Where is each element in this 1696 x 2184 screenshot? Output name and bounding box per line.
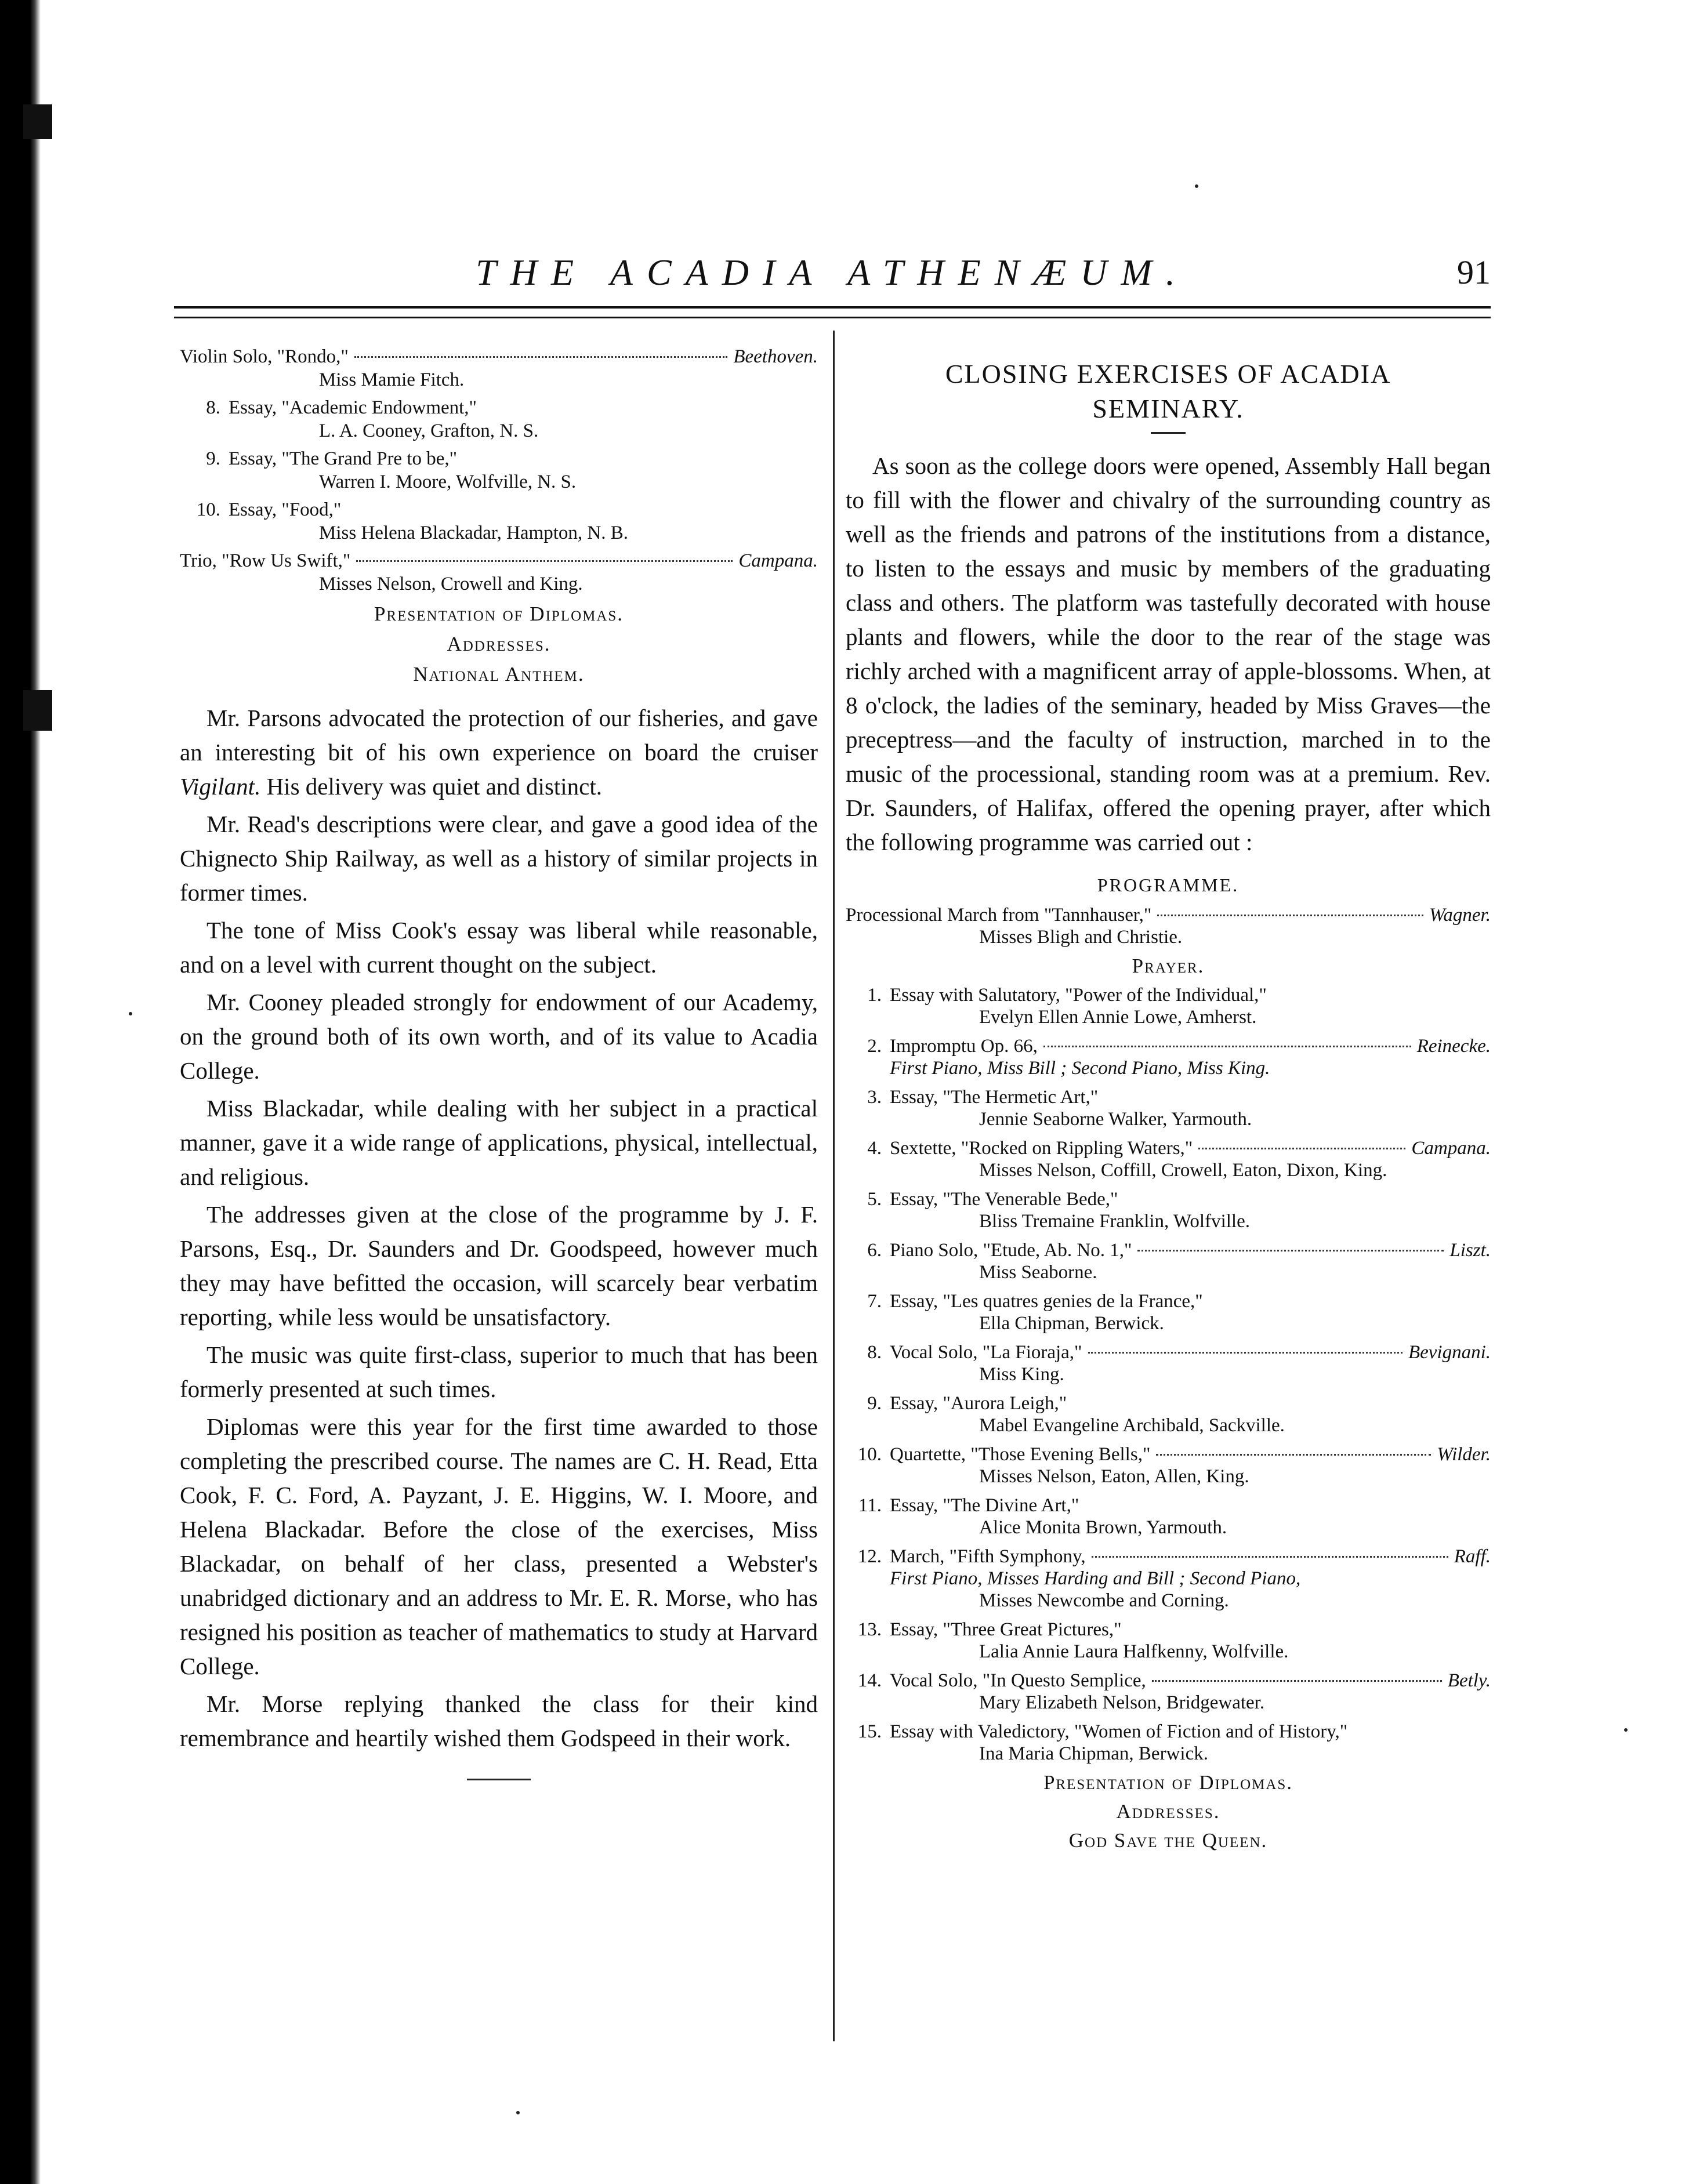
- right-column: [846, 345, 1491, 1859]
- programme-performer: Ella Chipman, Berwick.: [979, 1313, 1164, 1334]
- programme-item: [180, 345, 818, 391]
- programme-performer: Mabel Evangeline Archibald, Sackville.: [979, 1415, 1285, 1436]
- programme-performer: Miss King.: [979, 1364, 1064, 1385]
- programme-number: 10.: [196, 499, 220, 520]
- programme-closing-line: Presentation of Diplomas.: [374, 603, 624, 625]
- left-programme: [180, 345, 818, 596]
- programme-title: Essay with Salutatory, "Power of the Individual,": [890, 985, 1267, 1006]
- right-programme: [846, 904, 1491, 1852]
- programme-line: [846, 1188, 1491, 1210]
- binding-edge: [0, 0, 41, 2184]
- title-rule: [1151, 432, 1186, 434]
- programme-composer: Reinecke.: [1416, 1036, 1491, 1057]
- programme-composer: Campana.: [1411, 1138, 1491, 1159]
- programme-item: [180, 396, 818, 442]
- running-header: [174, 244, 1491, 302]
- programme-closing-line: Addresses.: [447, 633, 551, 655]
- programme-performer: Misses Bligh and Christie.: [979, 927, 1183, 948]
- programme-number: 9.: [867, 1393, 882, 1414]
- programme-item: [846, 1086, 1491, 1130]
- programme-line: [846, 1721, 1491, 1743]
- programme-item: [846, 1290, 1491, 1334]
- programme-title: Essay, "Academic Endowment,": [229, 397, 477, 418]
- paragraph-text: Mr. Morse replying thanked the class for their kind remembrance and heartily wished them Godspeed in their work.: [180, 1690, 818, 1751]
- paragraph-text: Mr. Cooney pleaded strongly for endowment of our Academy, on the ground both of its own worth, and of its value to Acadia College.: [180, 989, 818, 1084]
- programme-performer: Misses Nelson, Crowell and King.: [319, 574, 583, 594]
- programme-title: Essay, "Three Great Pictures,": [890, 1619, 1122, 1640]
- programme-number: 12.: [857, 1546, 882, 1567]
- programme-performer-italic: First Piano, Miss Bill ; Second Piano, Miss King.: [890, 1058, 1270, 1079]
- body-paragraph: [180, 985, 818, 1088]
- programme-item: [846, 1494, 1491, 1539]
- programme-line: [846, 1341, 1491, 1363]
- programme-composer: Wilder.: [1437, 1444, 1491, 1465]
- programme-heading: PROGRAMME.: [1097, 875, 1240, 895]
- programme-performer: Misses Nelson, Eaton, Allen, King.: [979, 1466, 1249, 1487]
- article-title: [846, 357, 1491, 426]
- programme-line: [180, 498, 818, 521]
- article-intro: As soon as the college doors were opened, Assembly Hall began to fill with the flower and chivalry of the surrounding country as well as the friends and patrons of the institutions from a distance, to listen to the essays and music by members of the graduating class and others. The platform was tastefully decorated with house plants and flowers, while the door to the rear of the stage was richly arched with a magnificent array of apple-blossoms. When, at 8 o'clock, the ladies of the seminary, headed by Miss Graves—the preceptress—and the faculty of instruction, marched in to the music of the processional, standing room was at a premium. Rev. Dr. Saunders, of Halifax, offered the opening prayer, after which the following programme was carried out :: [846, 452, 1491, 855]
- header-rule: [174, 317, 1491, 318]
- programme-number: 8.: [206, 397, 220, 418]
- programme-item: [846, 984, 1491, 1028]
- programme-title: Quartette, "Those Evening Bells,": [890, 1444, 1151, 1465]
- body-paragraph: [180, 913, 818, 982]
- programme-composer: Betly.: [1447, 1670, 1491, 1691]
- programme-number: 2.: [867, 1036, 882, 1057]
- programme-number: 1.: [867, 985, 882, 1006]
- body-paragraph: [180, 807, 818, 910]
- running-title: THE ACADIA ATHENÆUM.: [476, 252, 1189, 293]
- paragraph-text: Mr. Read's descriptions were clear, and gave a good idea of the Chignecto Ship Railway, as well as a history of similar projects in former times.: [180, 811, 818, 906]
- programme-composer: Bevignani.: [1408, 1342, 1491, 1363]
- programme-item: [846, 1239, 1491, 1283]
- programme-title: March, "Fifth Symphony,: [890, 1546, 1086, 1567]
- programme-item: [846, 1721, 1491, 1765]
- programme-composer: Wagner.: [1429, 905, 1491, 926]
- programme-performer: Misses Newcombe and Corning.: [979, 1590, 1229, 1611]
- programme-title: Vocal Solo, "La Fioraja,": [890, 1342, 1082, 1363]
- programme-number: 3.: [867, 1087, 882, 1108]
- programme-performer: Bliss Tremaine Franklin, Wolfville.: [979, 1211, 1250, 1232]
- paragraph-italic: Vigilant.: [180, 773, 261, 800]
- programme-performer: Lalia Annie Laura Halfkenny, Wolfville.: [979, 1641, 1289, 1662]
- programme-number: 6.: [867, 1240, 882, 1261]
- programme-title: Processional March from "Tannhauser,": [846, 905, 1152, 926]
- paper-speck: [1624, 1728, 1628, 1732]
- left-body-text: [180, 701, 818, 1755]
- programme-title: Essay, "Food,": [229, 499, 342, 520]
- programme-item: [846, 1619, 1491, 1663]
- end-rule: [467, 1779, 531, 1780]
- programme-performer: Miss Seaborne.: [979, 1262, 1097, 1283]
- binding-mark: [23, 104, 52, 139]
- programme-title: Impromptu Op. 66,: [890, 1036, 1038, 1057]
- programme-line: [846, 1670, 1491, 1692]
- programme-item: [846, 1341, 1491, 1385]
- programme-performer: Jennie Seaborne Walker, Yarmouth.: [979, 1109, 1252, 1130]
- dot-leader: [1092, 1556, 1448, 1558]
- programme-number: 11.: [858, 1495, 882, 1516]
- programme-performer: Mary Elizabeth Nelson, Bridgewater.: [979, 1692, 1265, 1713]
- programme-composer: Liszt.: [1449, 1240, 1491, 1261]
- programme-item: [846, 904, 1491, 948]
- dot-leader: [1156, 1454, 1431, 1456]
- programme-title: Essay, "Aurora Leigh,": [890, 1393, 1067, 1414]
- column-divider: [833, 331, 835, 2041]
- header-rule: [174, 306, 1491, 309]
- right-programme-closing: [846, 1772, 1491, 1852]
- programme-title: Essay, "The Grand Pre to be,": [229, 448, 458, 469]
- body-paragraph: [180, 701, 818, 804]
- programme-item: [846, 1035, 1491, 1079]
- paper-speck: [516, 2111, 520, 2114]
- body-paragraph: [180, 1198, 818, 1334]
- dot-leader: [356, 560, 733, 562]
- programme-closing-line: Presentation of Diplomas.: [1043, 1771, 1293, 1794]
- programme-number: 9.: [206, 448, 220, 469]
- programme-line: [846, 1137, 1491, 1159]
- dot-leader: [1152, 1680, 1442, 1682]
- programme-line: [846, 1086, 1491, 1108]
- programme-number: 14.: [857, 1670, 882, 1691]
- programme-line: [846, 984, 1491, 1006]
- programme-line: [846, 1494, 1491, 1517]
- programme-title: Essay, "The Venerable Bede,": [890, 1189, 1118, 1210]
- programme-title: Violin Solo, "Rondo,": [180, 346, 349, 367]
- dot-leader: [1137, 1250, 1444, 1251]
- programme-performer: Evelyn Ellen Annie Lowe, Amherst.: [979, 1007, 1257, 1028]
- programme-line: [846, 1239, 1491, 1261]
- programme-title: Vocal Solo, "In Questo Semplice,: [890, 1670, 1146, 1691]
- body-paragraph: [180, 1687, 818, 1755]
- programme-number: 13.: [857, 1619, 882, 1640]
- programme-performer: Misses Nelson, Coffill, Crowell, Eaton, Dixon, King.: [979, 1160, 1387, 1181]
- body-paragraph: [180, 1410, 818, 1684]
- programme-performer: Miss Helena Blackadar, Hampton, N. B.: [319, 523, 628, 543]
- programme-item: [846, 1546, 1491, 1612]
- article-title-line: SEMINARY.: [1092, 394, 1244, 423]
- programme-number: 4.: [867, 1138, 882, 1159]
- body-paragraph: [180, 1091, 818, 1194]
- programme-title: Essay, "Les quatres genies de la France,": [890, 1291, 1203, 1312]
- programme-list: [846, 984, 1491, 1765]
- article-title-line: CLOSING EXERCISES OF ACADIA: [945, 359, 1391, 389]
- programme-composer: Raff.: [1454, 1546, 1491, 1567]
- paragraph-text: The music was quite first-class, superior to much that has been formerly presented at such times.: [180, 1341, 818, 1402]
- programme-line: [846, 1443, 1491, 1465]
- programme-line: [846, 1619, 1491, 1641]
- paragraph-text: Miss Blackadar, while dealing with her subject in a practical manner, gave it a wide range of applications, physical, intellectual, and religious.: [180, 1095, 818, 1190]
- programme-number: 8.: [867, 1342, 882, 1363]
- programme-closing-line: God Save the Queen.: [1068, 1829, 1268, 1852]
- dot-leader: [1157, 915, 1423, 916]
- programme-line: [180, 396, 818, 419]
- programme-line: [846, 1290, 1491, 1312]
- programme-number: 5.: [867, 1189, 882, 1210]
- programme-closing-line: National Anthem.: [413, 663, 585, 685]
- dot-leader: [1088, 1352, 1403, 1354]
- programme-performer: Ina Maria Chipman, Berwick.: [979, 1743, 1208, 1764]
- programme-item: [180, 447, 818, 494]
- programme-title: Essay with Valedictory, "Women of Fiction and of History,": [890, 1721, 1348, 1742]
- programme-item: [180, 549, 818, 596]
- programme-composer: Campana.: [738, 550, 818, 571]
- programme-item: [846, 1443, 1491, 1488]
- paragraph-text: The tone of Miss Cook's essay was liberal while reasonable, and on a level with current thought on the subject.: [180, 917, 818, 978]
- programme-title: Essay, "The Hermetic Art,": [890, 1087, 1099, 1108]
- programme-line: [846, 1035, 1491, 1057]
- programme-item: [846, 1188, 1491, 1232]
- programme-item: [846, 1670, 1491, 1714]
- programme-line: [180, 447, 818, 470]
- programme-number: 7.: [867, 1291, 882, 1312]
- programme-item: [180, 498, 818, 545]
- programme-item: [846, 1392, 1491, 1436]
- left-column: [180, 345, 818, 1780]
- prayer-line: Prayer.: [1132, 955, 1205, 977]
- programme-title: Trio, "Row Us Swift,": [180, 550, 351, 571]
- programme-line: [846, 1546, 1491, 1568]
- programme-line: [180, 345, 818, 368]
- programme-line: [846, 1392, 1491, 1414]
- programme-title: Piano Solo, "Etude, Ab. No. 1,": [890, 1240, 1132, 1261]
- paper-speck: [129, 1012, 132, 1015]
- paragraph-text: His delivery was quiet and distinct.: [260, 773, 603, 800]
- paragraph-text: Mr. Parsons advocated the protection of our fisheries, and gave an interesting bit of his own experience on board the cruiser: [180, 705, 818, 766]
- programme-line: [180, 549, 818, 572]
- body-paragraph: [180, 1338, 818, 1406]
- dot-leader: [354, 356, 727, 358]
- programme-composer: Beethoven.: [733, 346, 818, 367]
- dot-leader: [1043, 1046, 1411, 1047]
- programme-number: 15.: [857, 1721, 882, 1742]
- dot-leader: [1198, 1148, 1405, 1149]
- page-number: 91: [1457, 253, 1491, 291]
- programme-performer: L. A. Cooney, Grafton, N. S.: [319, 420, 539, 441]
- programme-performer: Alice Monita Brown, Yarmouth.: [979, 1517, 1227, 1538]
- binding-mark: [23, 690, 52, 731]
- paragraph-text: Diplomas were this year for the first time awarded to those completing the prescribed course. The names are C. H. Read, Etta Cook, F. C. Ford, A. Payzant, J. E. Higgins, W. I. Moore, and Helena Blackadar. Before the close of the exercises, Miss Blackadar, on behalf of her class, presented a Webster's unabridged dictionary and an address to Mr. E. R. Morse, who has resigned his position as teacher of mathematics to study at Harvard College.: [180, 1413, 818, 1679]
- programme-performer-italic: First Piano, Misses Harding and Bill ; Second Piano,: [890, 1568, 1301, 1589]
- programme-title: Essay, "The Divine Art,": [890, 1495, 1079, 1516]
- programme-performer: Miss Mamie Fitch.: [319, 369, 465, 390]
- programme-closing-line: Addresses.: [1116, 1800, 1220, 1823]
- programme-number: 10.: [857, 1444, 882, 1465]
- paragraph-text: The addresses given at the close of the programme by J. F. Parsons, Esq., Dr. Saunders and Dr. Goodspeed, however much they may have befitted the occasion, will scarcely bear verbatim reporting, while less would be unsatisfactory.: [180, 1201, 818, 1330]
- paper-speck: [1195, 184, 1198, 188]
- programme-performer: Warren I. Moore, Wolfville, N. S.: [319, 471, 577, 492]
- programme-item: [846, 1137, 1491, 1181]
- programme-title: Sextette, "Rocked on Rippling Waters,": [890, 1138, 1193, 1159]
- left-programme-closing: [180, 603, 818, 686]
